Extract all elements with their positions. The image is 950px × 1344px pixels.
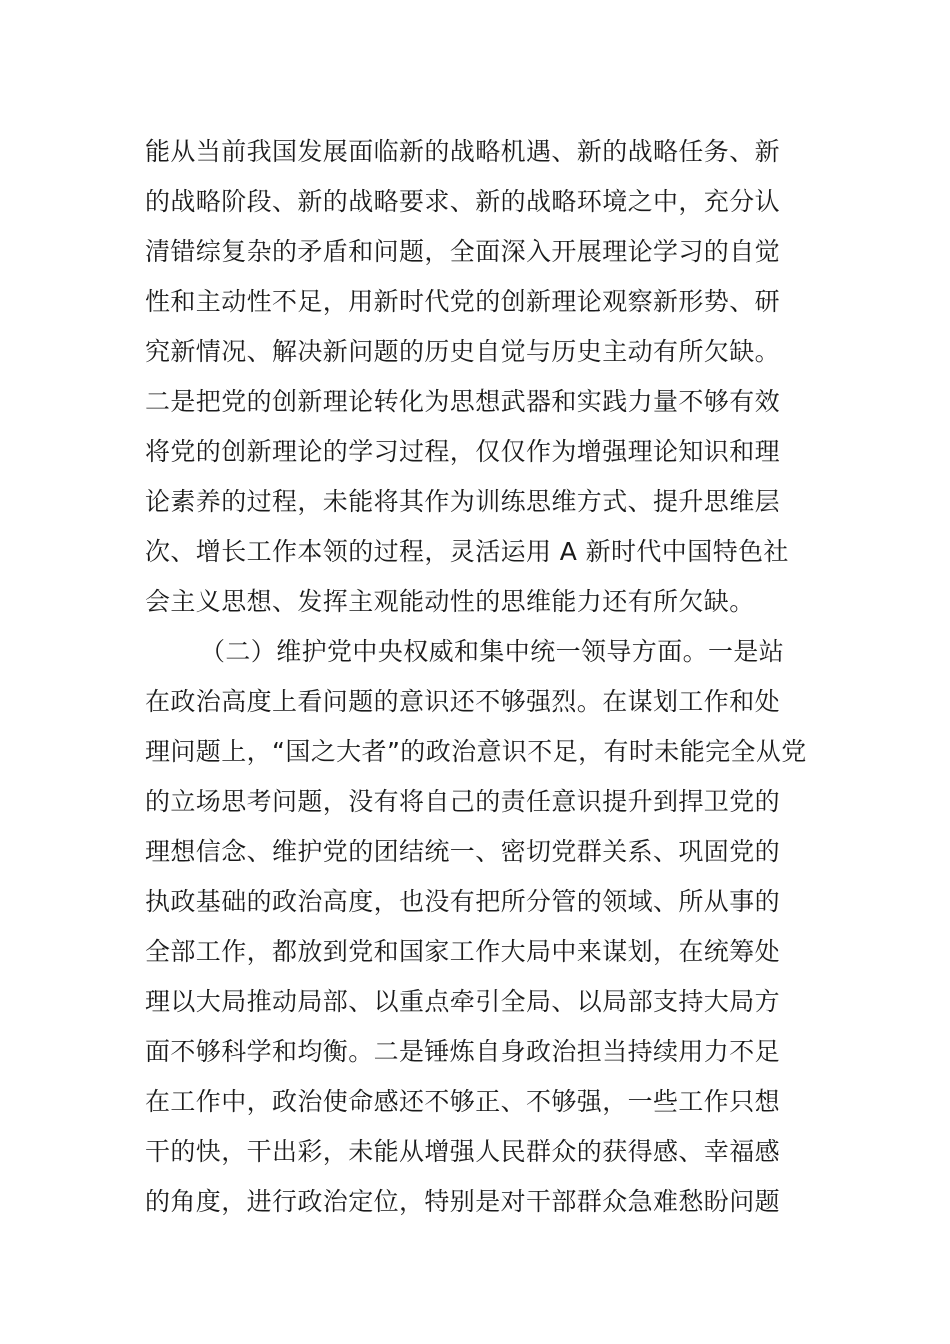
text-line: 会主义思想、发挥主观能动性的思维能力还有所欠缺。 — [145, 587, 755, 616]
text-line: 面不够科学和均衡。二是锤炼自身政治担当持续用力不足 — [145, 1037, 781, 1066]
text-line: 理问题上，“国之大者”的政治意识不足，有时未能完全从党 — [145, 737, 807, 766]
text-line: 次、增长工作本领的过程，灵活运用 A 新时代中国特色社 — [145, 537, 789, 566]
document-body — [145, 127, 815, 1227]
text-line: 执政基础的政治高度，也没有把所分管的领域、所从事的 — [145, 887, 781, 916]
text-line: 全部工作，都放到党和国家工作大局中来谋划，在统筹处 — [145, 937, 781, 966]
text-line: 将党的创新理论的学习过程，仅仅作为增强理论知识和理 — [145, 437, 781, 466]
text-line: 能从当前我国发展面临新的战略机遇、新的战略任务、新 — [145, 137, 781, 166]
text-line: 论素养的过程，未能将其作为训练思维方式、提升思维层 — [145, 487, 781, 516]
text-line: 的角度，进行政治定位，特别是对干部群众急难愁盼问题 — [145, 1187, 781, 1216]
text-line: 的立场思考问题，没有将自己的责任意识提升到捍卫党的 — [145, 787, 781, 816]
text-line: 二是把党的创新理论转化为思想武器和实践力量不够有效 — [145, 387, 781, 416]
section-heading-line: （二）维护党中央权威和集中统一领导方面。一是站 — [200, 637, 785, 666]
text-line: 干的快，干出彩，未能从增强人民群众的获得感、幸福感 — [145, 1137, 781, 1166]
text-line: 究新情况、解决新问题的历史自觉与历史主动有所欠缺。 — [145, 337, 781, 366]
text-line: 理以大局推动局部、以重点牵引全局、以局部支持大局方 — [145, 987, 781, 1016]
text-line: 在政治高度上看问题的意识还不够强烈。在谋划工作和处 — [145, 687, 781, 716]
text-line: 在工作中，政治使命感还不够正、不够强，一些工作只想 — [145, 1087, 781, 1116]
text-line: 的战略阶段、新的战略要求、新的战略环境之中，充分认 — [145, 187, 781, 216]
text-line: 清错综复杂的矛盾和问题，全面深入开展理论学习的自觉 — [145, 237, 781, 266]
text-line: 理想信念、维护党的团结统一、密切党群关系、巩固党的 — [145, 837, 781, 866]
text-line: 性和主动性不足，用新时代党的创新理论观察新形势、研 — [145, 287, 781, 316]
